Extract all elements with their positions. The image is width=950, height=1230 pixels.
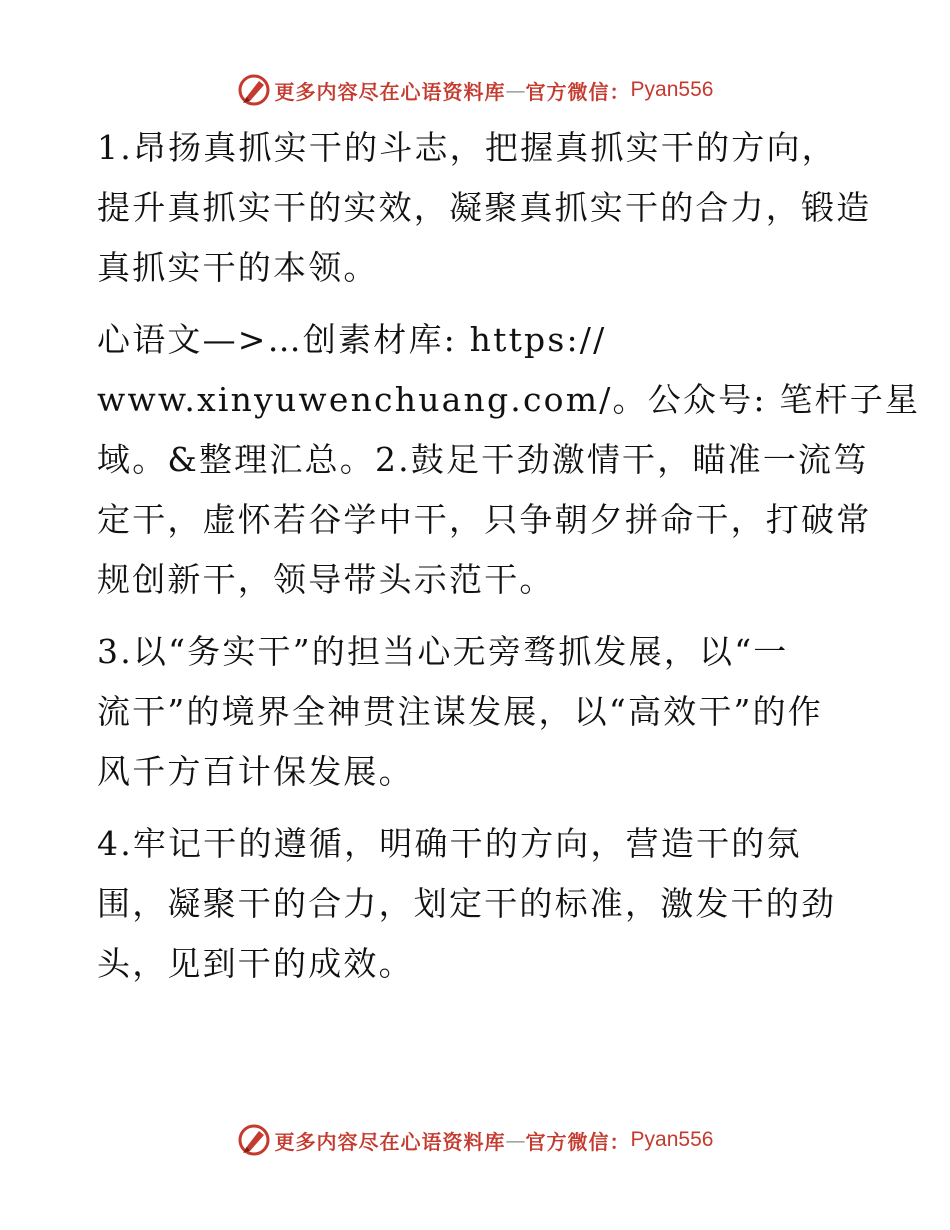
text-line: 规创新干，领导带头示范干。 — [97, 560, 555, 599]
banner-separator: — — [505, 78, 526, 102]
text-line: 定干，虚怀若谷学中干，只争朝夕拼命干，打破常 — [97, 500, 872, 539]
paragraph-4 — [97, 814, 857, 994]
text-line: 1.昂扬真抓实干的斗志，把握真抓实干的方向， — [97, 128, 837, 167]
text-line: 围，凝聚干的合力，划定干的标准，激发干的劲 — [97, 884, 837, 923]
text-line: 3.以“务实干”的担当心无旁骛抓发展，以“一 — [97, 632, 789, 671]
text-line: 头，见到干的成效。 — [97, 944, 414, 983]
banner-separator: — — [505, 1128, 526, 1152]
banner-wechat-id: Pyan556 — [630, 1128, 714, 1151]
banner-main-text: 更多内容尽在心语资料库 — [274, 79, 506, 104]
text-line: 流干”的境界全神贯注谋发展，以“高效干”的作 — [97, 692, 824, 731]
footer-banner — [0, 1120, 950, 1160]
text-line: 风千方百计保发展。 — [97, 752, 414, 791]
text-line: www.xinyuwenchuang.com/。公众号: 笔杆子星 — [97, 380, 921, 419]
banner-wechat-id: Pyan556 — [630, 78, 714, 101]
paragraph-2 — [97, 310, 921, 610]
paragraph-3 — [97, 622, 857, 802]
text-line: 域。&整理汇总。2.鼓足干劲激情干，瞄准一流笃 — [97, 440, 869, 479]
text-line: 真抓实干的本领。 — [97, 248, 379, 287]
banner-main-text: 更多内容尽在心语资料库 — [274, 1129, 506, 1154]
paragraph-1 — [97, 118, 872, 298]
text-line: 提升真抓实干的实效，凝聚真抓实干的合力，锻造 — [97, 188, 872, 227]
text-line: 4.牢记干的遵循，明确干的方向，营造干的氛 — [97, 824, 802, 863]
banner-wechat-label: 官方微信： — [525, 79, 631, 104]
text-line: 心语文—>…创素材库: https:// — [97, 320, 607, 359]
pen-nib-logo-icon — [237, 73, 271, 107]
banner-wechat-label: 官方微信： — [525, 1129, 631, 1154]
header-banner — [0, 70, 950, 110]
document-body — [97, 118, 921, 1006]
pen-nib-logo-icon — [237, 1123, 271, 1157]
